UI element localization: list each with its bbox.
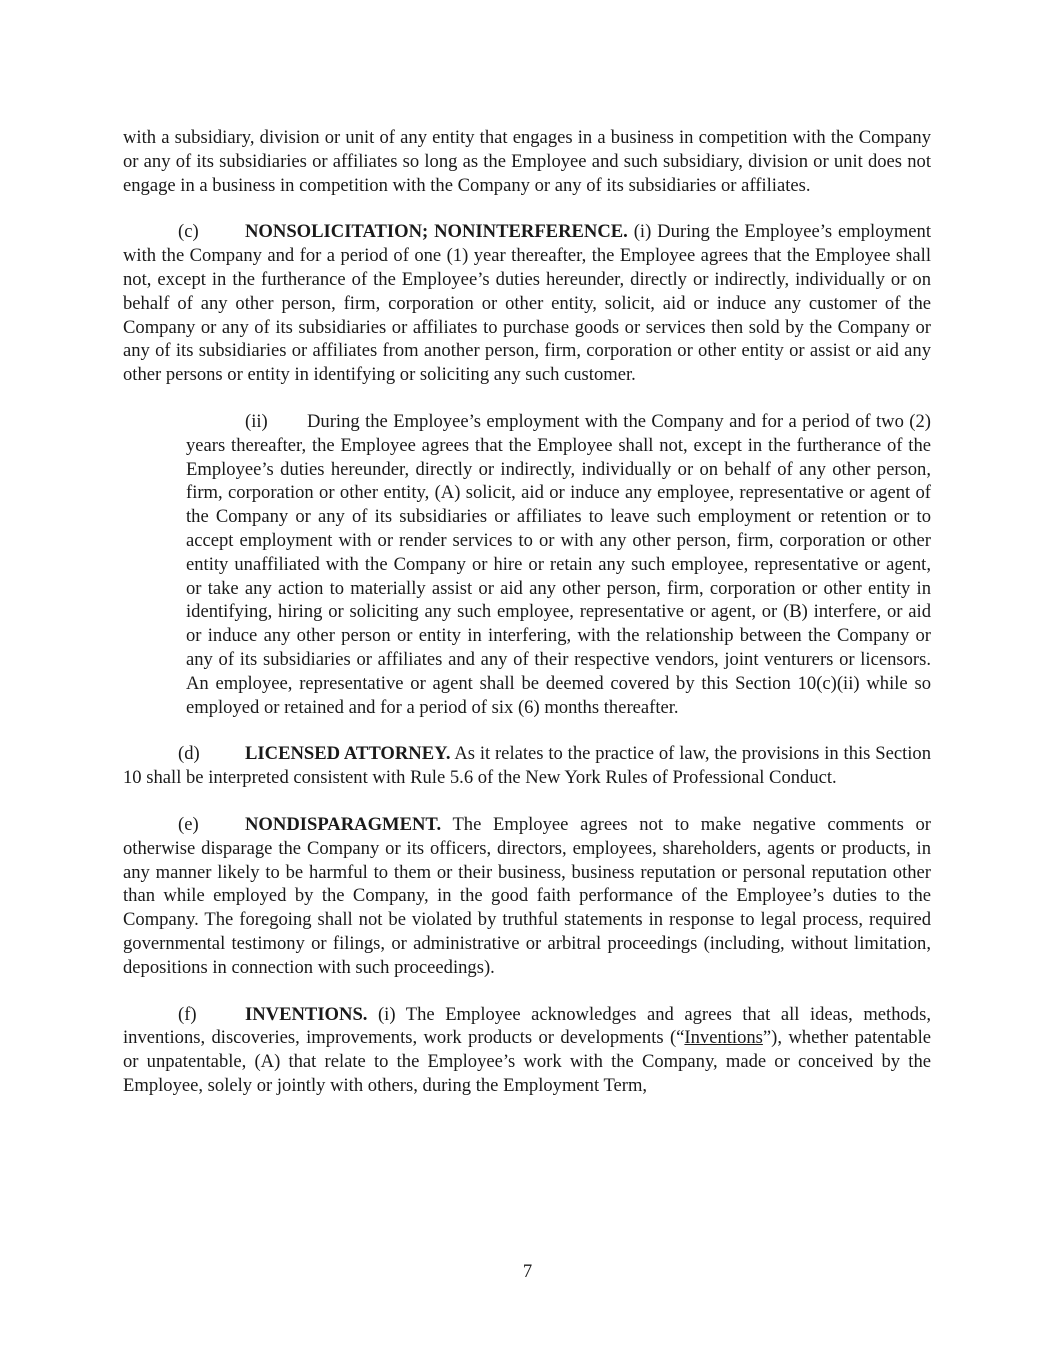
section-c-nonsolicitation [123, 220, 931, 387]
section-c-ii [186, 410, 931, 719]
page-number: 7 [522, 1261, 533, 1282]
section-text: (i) The Employee acknowledges and agrees that all ideas, methods, inventions, discoveries, improvements, work products or developments (“ [123, 1003, 931, 1049]
section-text-continued: ”), whether patentable or unpatentable, (A) that relate to the Employee’s work with the Company, made or conceived by the Employee, solely or jointly with others, during the Employment Term, [123, 1027, 931, 1096]
section-heading: INVENTIONS. [245, 1003, 368, 1025]
subsection-label: (ii) [245, 410, 268, 432]
subsection-text: During the Employee’s employment with the Company and for a period of two (2) years thereafter, the Employee agrees that the Employee shall not, except in the furtherance of the Employee’s duties hereunder, directly or indirectly, individually or on behalf of any other person, firm, corporation or other entity, (A) solicit, aid or induce any employee, representative or agent of the Company or any of its subsidiaries or affiliates to leave such employment or retention or to accept employment with or render services to or with any other person, firm, corporation or other entity unaffiliated with the Company or hire or retain any such employee, representative or agent, or take any action to materially assist or aid any other person, firm, corporation or other entity in identifying, hiring or soliciting any such employee, representative or agent, or (B) interfere, or aid or induce any other person or entity in interfering, with the relationship between the Company or any of its subsidiaries or affiliates and any of their respective vendors, joint venturers or licensors. An employee, representative or agent shall be deemed covered by this Section 10(c)(ii) while so employed or retained and for a period of six (6) months thereafter. [186, 410, 931, 718]
section-d-licensed-attorney [123, 742, 931, 790]
section-text: (i) During the Employee’s employment with the Company and for a period of one (1) year thereafter, the Employee agrees that the Employee shall not, except in the furtherance of the Employee’s duties hereunder, directly or indirectly, individually or on behalf of any other person, firm, corporation or other entity, solicit, aid or induce any customer of the Company or any of its subsidiaries or affiliates to purchase goods or services then sold by the Company or any of its subsidiaries or affiliates from another person, firm, corporation or other entity or assist or aid any other persons or entity in identifying or soliciting any such customer. [123, 221, 931, 386]
paragraph-continuation: with a subsidiary, division or unit of any entity that engages in a business in competition with the Company or any of its subsidiaries or affiliates so long as the Employee and such subsidiary, division or unit does not engage in a business in competition with the Company or any of its subsidiaries or affiliates. [123, 127, 931, 196]
document-page [123, 126, 931, 1098]
section-text: The Employee agrees not to make negative comments or otherwise disparage the Company or its officers, directors, employees, shareholders, agents or products, in any manner likely to be harmful to them or their business, business reputation or personal reputation other than while employed by the Company, in the good faith performance of the Employee’s duties to the Company. The foregoing shall not be violated by truthful statements in response to legal process, required governmental testimony or filings, or administrative or arbitral proceedings (including, without limitation, depositions in connection with such proceedings). [123, 813, 931, 978]
section-label: (c) [178, 221, 199, 243]
section-heading: LICENSED ATTORNEY. [245, 743, 451, 765]
section-e-nondisparagement [123, 813, 931, 980]
section-heading: NONDISPARAGMENT. [245, 813, 442, 835]
section-label: (d) [178, 743, 200, 765]
section-heading: NONSOLICITATION; NONINTERFERENCE. [245, 221, 628, 243]
section-label: (f) [178, 1003, 197, 1025]
defined-term-inventions: Inventions [684, 1027, 763, 1049]
section-f-inventions [123, 1003, 931, 1098]
section-text: As it relates to the practice of law, the provisions in this Section 10 shall be interpreted consistent with Rule 5.6 of the New York Rules of Professional Conduct. [123, 743, 932, 789]
section-label: (e) [178, 813, 199, 835]
